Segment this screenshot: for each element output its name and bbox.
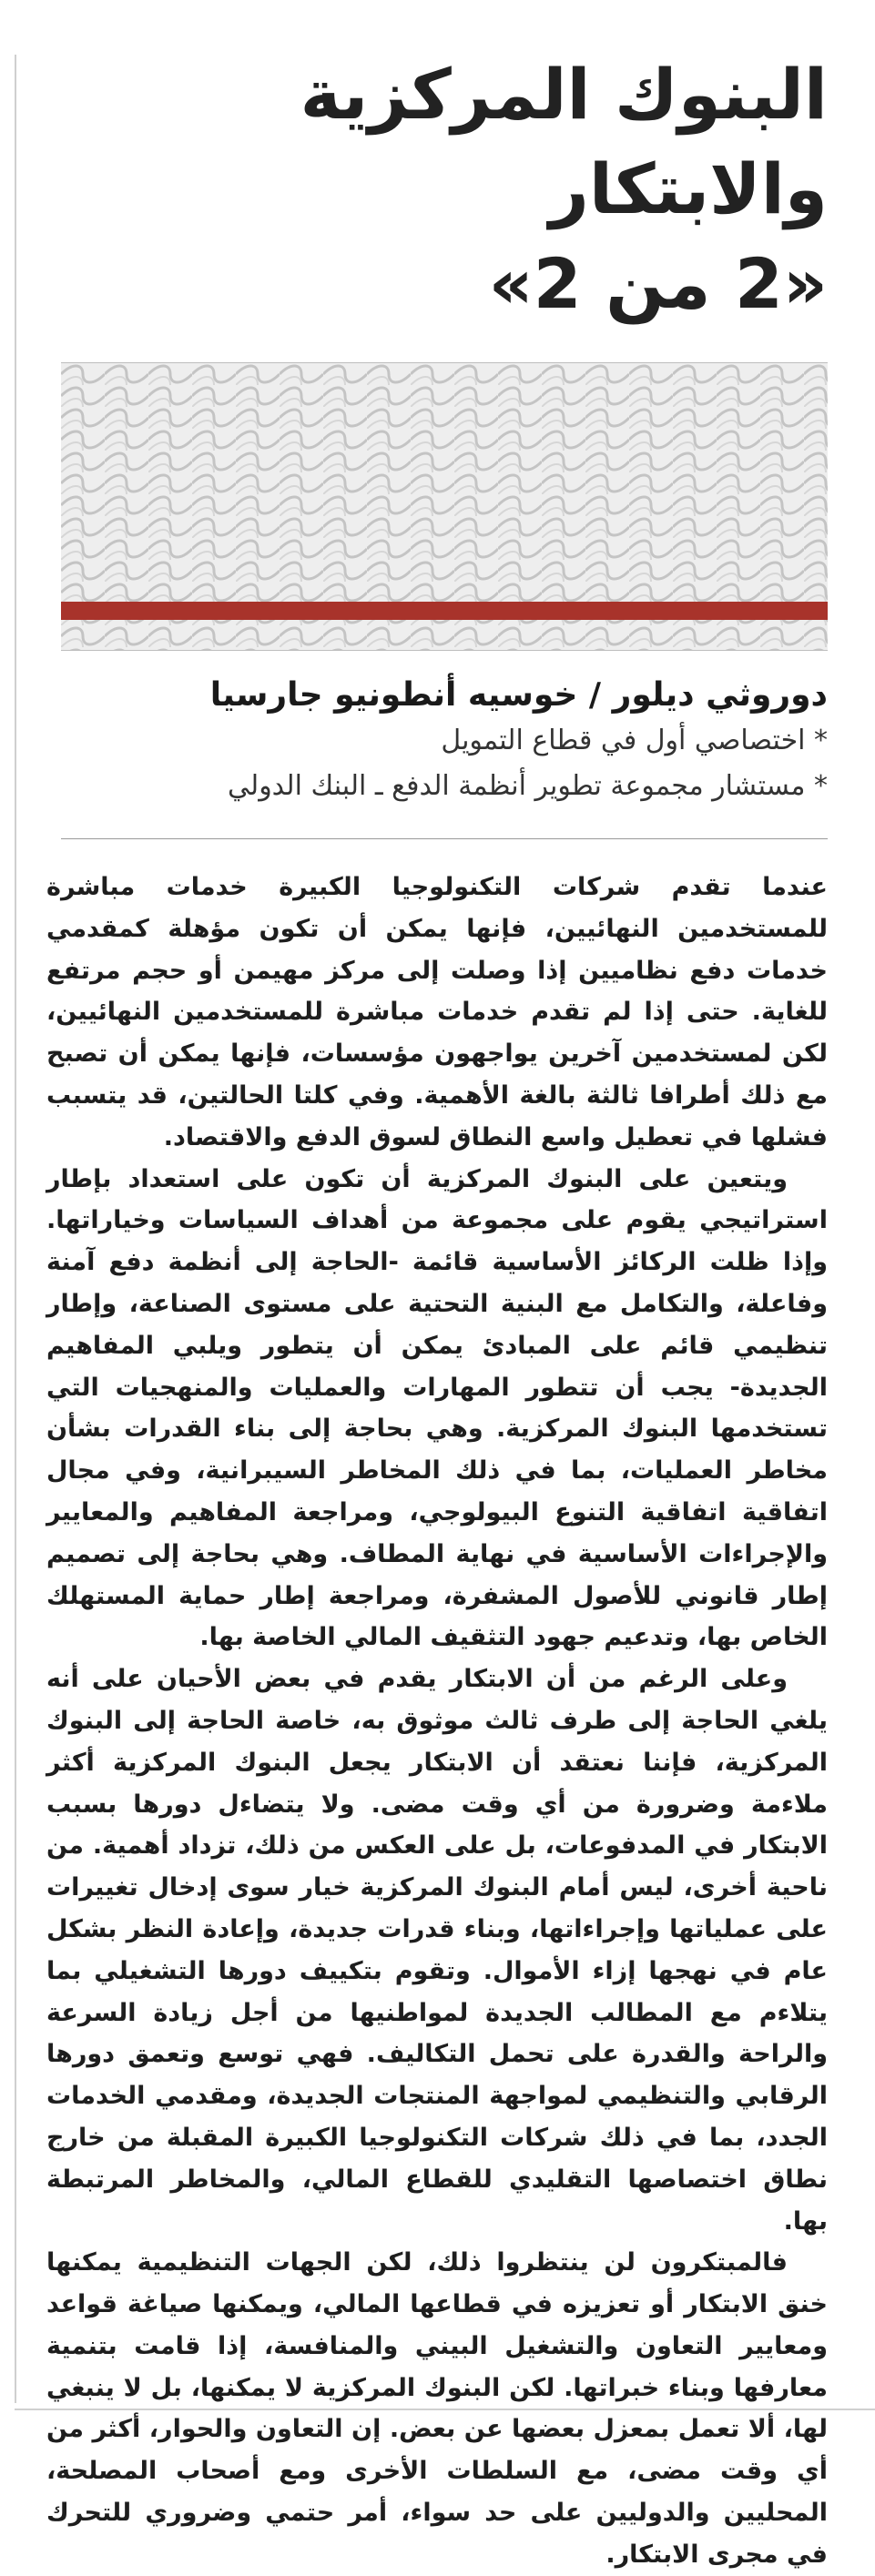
paragraph-4: فالمبتكرون لن ينتظروا ذلك، لكن الجهات التنظيمية يمكنها خنق الابتكار أو تعزيزه في قطاعها المالي، ويمكنها صياغة قواعد ومعايير التعاون والتشغيل البيني والمنافسة، إذا قامت بتنمية معارفها وبناء خبراتها. لكن البنوك المركزية لا يمكنها، بل لا ينبغي لها، ألا تعمل بمعزل بعضها عن بعض. إن التعاون والحوار، أكثر من أي وقت مضى، مع السلطات الأخرى ومع أصحاب المصلحة، المحليين والدوليين على حد سواء، أمر حتمي وضروري للتحرك في مجرى الابتكار. [46, 2248, 828, 2569]
author-role-2: * مستشار مجموعة تطوير أنظمة الدفع ـ البنك الدولي [228, 770, 828, 802]
article-title [46, 47, 828, 331]
section-divider [61, 838, 828, 839]
author-role-1: * اختصاصي أول في قطاع التمويل [441, 725, 828, 756]
article-body [46, 867, 828, 2576]
paragraph-1: عندما تقدم شركات التكنولوجيا الكبيرة خدمات مباشرة للمستخدمين النهائيين، فإنها يمكن أن تكون مؤهلة كمقدمي خدمات دفع نظاميين إذا وصلت إلى مركز مهيمن أو حجم مرتفع للغاية. حتى إذا لم تقدم خدمات مباشرة للمستخدمين النهائيين، لكن لمستخدمين آخرين يواجهون مؤسسات، فإنها يمكن أن تصبح مع ذلك أطرافا ثالثة بالغة الأهمية. وفي كلتا الحالتين، قد يتسبب فشلها في تعطيل واسع النطاق لسوق الدفع والاقتصاد. [46, 873, 828, 1151]
banner-graphic [61, 362, 828, 651]
title-line-2: «2 من 2» [488, 243, 828, 324]
left-margin-rule [15, 55, 16, 2403]
paragraph-3: وعلى الرغم من أن الابتكار يقدم في بعض الأحيان على أنه يلغي الحاجة إلى طرف ثالث موثوق به، خاصة الحاجة إلى البنوك المركزية، فإننا نعتقد أن الابتكار يجعل البنوك المركزية أكثر ملاءمة وضرورة من أي وقت مضى. ولا يتضاءل دورها بسبب الابتكار في المدفوعات، بل على العكس من ذلك، تزداد أهمية. من ناحية أخرى، ليس أمام البنوك المركزية خيار سوى إدخال تغييرات على عملياتها وإجراءاتها، وبناء قدرات جديدة، وإعادة النظر بشكل عام في نهجها إزاء الأموال. وتقوم بتكييف دورها التشغيلي بما يتلاءم مع المطالب الجديدة لمواطنيها من أجل زيادة السرعة والراحة والقدرة على تحمل التكاليف. فهي توسع وتعمق دورها الرقابي والتنظيمي لمواجهة المنتجات الجديدة، ومقدمي الخدمات الجدد، بما في ذلك شركات التكنولوجيا الكبيرة المقبلة من خارج نطاق اختصاصها التقليدي للقطاع المالي، والمخاطر المرتبطة بها. [46, 1665, 828, 2236]
paragraph-2: ويتعين على البنوك المركزية أن تكون على استعداد بإطار استراتيجي يقوم على مجموعة من أهداف السياسات وخياراتها. وإذا ظلت الركائز الأساسية قائمة -الحاجة إلى أنظمة دفع آمنة وفاعلة، والتكامل مع البنية التحتية على مستوى الصناعة، وإطار تنظيمي قائم على المبادئ يمكن أن يتطور ويلبي المفاهيم الجديدة- يجب أن تتطور المهارات والعمليات والمنهجيات التي تستخدمها البنوك المركزية. وهي بحاجة إلى بناء القدرات بشأن مخاطر العمليات، بما في ذلك المخاطر السيبرانية، وفي مجال اتفاقية اتفاقية التنوع البيولوجي، ومراجعة المفاهيم والمعايير والإجراءات الأساسية في نهاية المطاف. وهي بحاجة إلى تصميم إطار قانوني للأصول المشفرة، ومراجعة إطار حماية المستهلك الخاص بها، وتدعيم جهود التثقيف المالي الخاصة بها. [46, 1164, 828, 1652]
author-names: دوروثي ديلور / خوسيه أنطونيو جارسيا [209, 676, 828, 714]
title-line-1: البنوك المركزية والابتكار [300, 54, 828, 229]
bottom-rule [15, 2409, 875, 2410]
article [46, 0, 828, 2576]
accent-bar [61, 602, 828, 620]
